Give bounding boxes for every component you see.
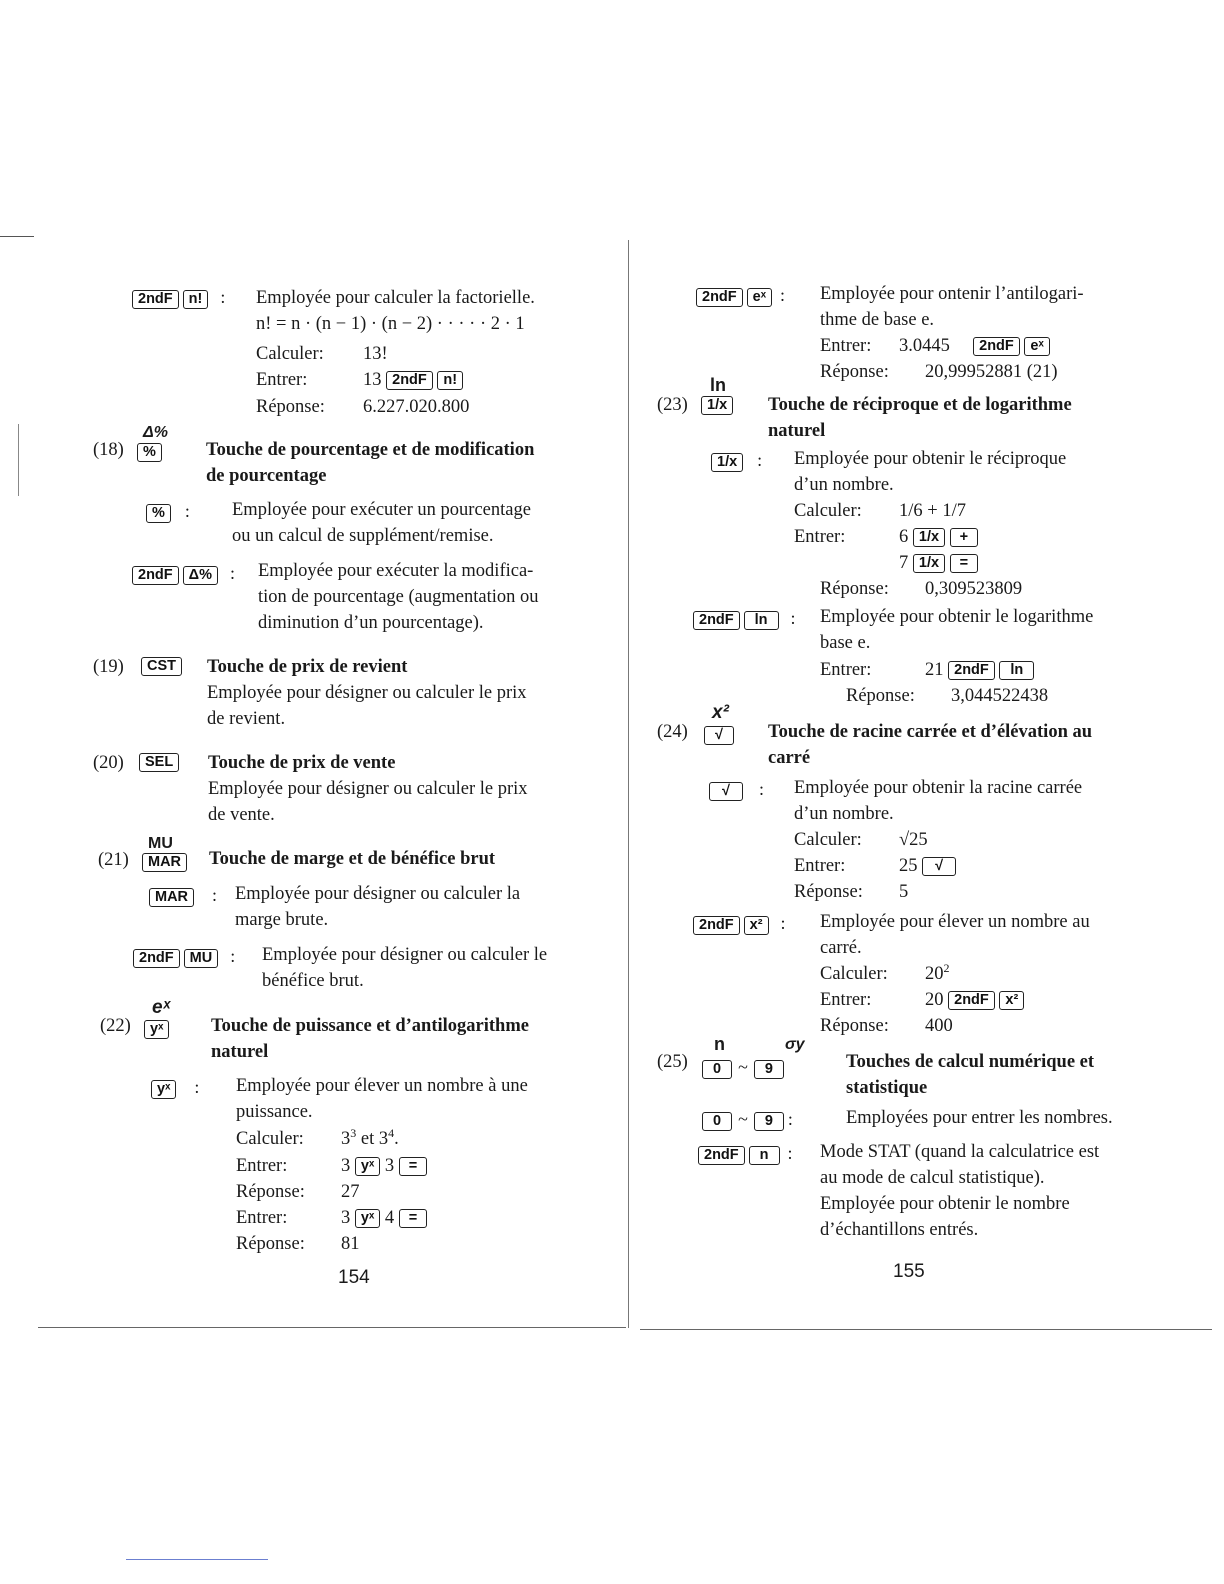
enter2-a: 3 — [341, 1208, 351, 1228]
section-25-sub2-keys: 2ndF n : — [698, 1143, 793, 1165]
antilog-enter-label: Entrer: — [820, 336, 872, 356]
key-reciprocal: 1/x — [913, 528, 945, 547]
section-24-number: (24) — [657, 722, 688, 742]
section-18-above: Δ% — [143, 424, 168, 441]
section-24-calc-value: √25 — [899, 830, 928, 850]
section-18-sub2-line3: diminution d’un pourcentage). — [258, 613, 484, 633]
key-y-pow-x: yˣ — [151, 1080, 176, 1099]
section-23-calc-label: Calculer: — [794, 501, 862, 521]
calc-period: . — [394, 1129, 399, 1149]
section-21-number: (21) — [98, 850, 129, 870]
section-23-enter-label: Entrer: — [794, 527, 846, 547]
key-x-squared: x² — [999, 991, 1024, 1010]
section-24-sub2-line1: Employée pour élever un nombre au — [820, 912, 1090, 932]
key-reciprocal: 1/x — [913, 554, 945, 573]
left-margin-bar — [18, 424, 19, 496]
section-25-sub1-line: Employées pour entrer les nombres. — [846, 1108, 1113, 1128]
section-22-calc-value — [341, 1126, 399, 1152]
section-19-line1: Employée pour désigner ou calculer le prix — [207, 683, 527, 703]
section-22-answer1: 27 — [341, 1182, 360, 1202]
section-25-sub2-line2: au mode de calcul statistique). — [820, 1168, 1045, 1188]
calc-exp-b: 4 — [388, 1125, 395, 1140]
section-25-sub1-keys: 0 ~ 9 : — [702, 1109, 793, 1131]
key-percent: % — [137, 443, 162, 462]
enter2-b: 4 — [384, 1208, 395, 1228]
enter2-value: 20 — [925, 990, 944, 1010]
section-22-answer2: 81 — [341, 1234, 360, 1254]
section-23-answer2-label: Réponse: — [846, 686, 915, 706]
key-cst: CST — [141, 657, 182, 676]
section-19-number: (19) — [93, 657, 124, 677]
section-21-key-wrap — [142, 853, 187, 872]
factorial-desc: Employée pour calculer la factorielle. — [256, 288, 535, 308]
section-20-line1: Employée pour désigner ou calculer le prix — [208, 779, 528, 799]
section-24-title-2: carré — [768, 748, 811, 768]
section-20-number: (20) — [93, 753, 124, 773]
section-24-answer2-label: Réponse: — [820, 1016, 889, 1036]
antilog-enter-value: 3.0445 — [899, 336, 950, 356]
section-24-sub2-keys: 2ndF x² : — [693, 913, 786, 935]
section-24-title-1: Touche de racine carrée et d’élévation au — [768, 722, 1093, 742]
enter-b: 7 — [899, 553, 909, 573]
section-24-answer-label: Réponse: — [794, 882, 863, 902]
section-24-above: x² — [712, 702, 729, 723]
key-2ndf: 2ndF — [693, 916, 740, 935]
section-25-tilde: ~ — [738, 1057, 748, 1077]
section-20-line2: de vente. — [208, 805, 275, 825]
calc2-exp: 2 — [943, 960, 950, 975]
key-delta-percent: Δ% — [183, 566, 218, 585]
key-reciprocal: 1/x — [701, 396, 733, 415]
section-22-answer2-label: Réponse: — [236, 1234, 305, 1254]
section-23-number: (23) — [657, 395, 688, 415]
gutter-line — [628, 240, 629, 1328]
key-2ndf: 2ndF — [693, 611, 740, 630]
section-22-enter2-row — [341, 1205, 427, 1231]
section-25-keys — [702, 1057, 784, 1079]
key-0: 0 — [702, 1060, 732, 1079]
section-18-key-wrap — [137, 443, 162, 462]
factorial-answer-value: 6.227.020.800 — [363, 397, 470, 417]
section-18-sub1-line1: Employée pour exécuter un pourcentage — [232, 500, 531, 520]
section-22-number: (22) — [100, 1016, 131, 1036]
section-22-answer1-label: Réponse: — [236, 1182, 305, 1202]
section-22-enter1-row — [341, 1153, 427, 1179]
key-x-squared: x² — [744, 916, 769, 935]
section-20-title: Touche de prix de vente — [208, 753, 396, 773]
key-2ndf: 2ndF — [132, 566, 179, 585]
section-23-sub1-line1: Employée pour obtenir le réciproque — [794, 449, 1067, 469]
section-21-title: Touche de marge et de bénéfice brut — [209, 849, 496, 869]
section-23-title-1: Touche de réciproque et de logarithme — [768, 395, 1072, 415]
section-23-enter-row1 — [899, 524, 978, 550]
factorial-calc-label: Calculer: — [256, 344, 324, 364]
section-24-sub1-line1: Employée pour obtenir la racine carrée — [794, 778, 1083, 798]
calc2-base: 20 — [925, 964, 944, 984]
key-2ndf: 2ndF — [948, 991, 995, 1010]
antilog-answer-label: Réponse: — [820, 362, 889, 382]
antilog-answer-value: 20,99952881 (21) — [925, 362, 1058, 382]
section-18-number: (18) — [93, 440, 124, 460]
section-21-sub2-line1: Employée pour désigner ou calculer le — [262, 945, 548, 965]
key-y-pow-x: yˣ — [144, 1020, 169, 1039]
section-23-sub2-line2: base e. — [820, 633, 871, 653]
section-25-sub2-line3: Employée pour obtenir le nombre — [820, 1194, 1070, 1214]
section-18-sub2-line1: Employée pour exécuter la modifica- — [258, 561, 534, 581]
section-18-sub2-keys: 2ndF Δ% : — [132, 563, 235, 585]
section-25-above-2: σy — [785, 1036, 805, 1053]
section-23-answer2-value: 3,044522438 — [951, 686, 1049, 706]
antilog-line1: Employée pour ontenir l’antilogari- — [820, 284, 1084, 304]
section-24-enter-row — [899, 853, 956, 879]
section-21-sub2-keys: 2ndF MU : — [133, 946, 235, 968]
bottom-rule-left — [38, 1327, 626, 1328]
section-18-title-1: Touche de pourcentage et de modification — [206, 440, 535, 460]
key-2ndf: 2ndF — [132, 290, 179, 309]
section-21-sub1-keys: MAR : — [149, 885, 217, 907]
enter-value: 25 — [899, 856, 918, 876]
calc-exp-a: 3 — [350, 1125, 357, 1140]
section-24-calc2-label: Calculer: — [820, 964, 888, 984]
key-sqrt: √ — [922, 857, 956, 876]
key-plus: + — [950, 528, 978, 547]
section-22-enter1-label: Entrer: — [236, 1156, 288, 1176]
section-21-sub2-line2: bénéfice brut. — [262, 971, 364, 991]
section-19-key-wrap — [141, 657, 182, 676]
section-22-calc-label: Calculer: — [236, 1129, 304, 1149]
key-sel: SEL — [139, 753, 179, 772]
section-21-above: MU — [148, 835, 173, 852]
key-y-pow-x: yˣ — [355, 1157, 380, 1176]
section-22-title-1: Touche de puissance et d’antilogarithme — [211, 1016, 529, 1036]
section-18-sub2-line2: tion de pourcentage (augmentation ou — [258, 587, 539, 607]
key-2ndf: 2ndF — [386, 371, 433, 390]
section-24-calc2-value — [925, 961, 950, 987]
antilog-line2: thme de base e. — [820, 310, 935, 330]
page-number-left: 154 — [338, 1267, 370, 1288]
section-22-enter2-label: Entrer: — [236, 1208, 288, 1228]
bottom-rule-right — [640, 1329, 1212, 1330]
section-22-title-2: naturel — [211, 1042, 269, 1062]
key-9: 9 — [754, 1060, 784, 1079]
section-23-sub2-line1: Employée pour obtenir le logarithme — [820, 607, 1094, 627]
section-21-sub1-line2: marge brute. — [235, 910, 329, 930]
section-24-answer2-value: 400 — [925, 1016, 953, 1036]
section-22-line2: puissance. — [236, 1102, 313, 1122]
factorial-formula: n! = n · (n − 1) · (n − 2) · · · · · 2 · 1 — [256, 314, 525, 334]
page-number-right: 155 — [893, 1261, 925, 1282]
section-20-key-wrap — [139, 753, 179, 772]
section-23-enter-row2 — [899, 550, 978, 576]
section-24-enter2-row — [925, 987, 1024, 1013]
section-24-key-wrap — [704, 726, 734, 745]
key-9: 9 — [754, 1112, 784, 1131]
calc-base-a: 3 — [341, 1129, 351, 1149]
section-23-calc-value: 1/6 + 1/7 — [899, 501, 966, 521]
key-0: 0 — [702, 1112, 732, 1131]
section-18-title-2: de pourcentage — [206, 466, 327, 486]
section-22-key-wrap — [144, 1020, 169, 1039]
key-factorial: n! — [183, 290, 209, 309]
section-23-key-wrap — [701, 396, 733, 415]
section-23-above: ln — [710, 375, 726, 395]
factorial-answer-label: Réponse: — [256, 397, 325, 417]
key-equals: = — [399, 1209, 427, 1228]
key-2ndf: 2ndF — [133, 949, 180, 968]
section-23-sub2-keys: 2ndF ln : — [693, 608, 796, 630]
key-2ndf: 2ndF — [973, 337, 1020, 356]
section-24-calc-label: Calculer: — [794, 830, 862, 850]
key-ln: ln — [744, 611, 779, 630]
factorial-enter-label: Entrer: — [256, 370, 308, 390]
section-25-sub1-tilde: ~ — [738, 1109, 748, 1129]
section-23-enter2-row — [925, 657, 1034, 683]
key-2ndf: 2ndF — [698, 1146, 745, 1165]
section-25-title-2: statistique — [846, 1078, 928, 1098]
section-18-sub1-keys: % : — [146, 501, 190, 523]
section-21-sub1-line1: Employée pour désigner ou calculer la — [235, 884, 521, 904]
antilog-enter-row — [899, 333, 1050, 359]
section-25-above-1: n — [714, 1034, 725, 1054]
enter1-a: 3 — [341, 1156, 351, 1176]
section-25-sub2-line4: d’échantillons entrés. — [820, 1220, 979, 1240]
key-y-pow-x: yˣ — [355, 1209, 380, 1228]
section-24-enter-label: Entrer: — [794, 856, 846, 876]
section-25-title-1: Touches de calcul numérique et — [846, 1052, 1095, 1072]
key-equals: = — [399, 1157, 427, 1176]
section-24-answer-value: 5 — [899, 882, 909, 902]
key-sqrt: √ — [704, 726, 734, 745]
section-23-sub1-keys: 1/x : — [711, 450, 762, 472]
section-24-sub2-line2: carré. — [820, 938, 862, 958]
key-equals: = — [950, 554, 978, 573]
section-23-enter2-label: Entrer: — [820, 660, 872, 680]
key-ln: ln — [999, 661, 1034, 680]
section-23-answer-value: 0,309523809 — [925, 579, 1023, 599]
section-22-line1: Employée pour élever un nombre à une — [236, 1076, 528, 1096]
left-margin-mark — [0, 236, 34, 237]
key-2ndf: 2ndF — [948, 661, 995, 680]
key-percent: % — [146, 504, 171, 523]
key-reciprocal: 1/x — [711, 453, 743, 472]
key-factorial: n! — [437, 371, 463, 390]
key-n: n — [749, 1146, 780, 1165]
key-mar: MAR — [142, 853, 187, 872]
section-22-above: eˣ — [152, 997, 171, 1018]
calc-and: et — [360, 1129, 375, 1149]
enter2-value: 21 — [925, 660, 944, 680]
key-mu: MU — [184, 949, 219, 968]
factorial-enter-value: 13 — [363, 370, 382, 390]
key-sqrt: √ — [709, 782, 743, 801]
section-22-sub-keys: yˣ : — [151, 1077, 199, 1099]
factorial-keys: 2ndF n! : — [132, 287, 225, 309]
section-25-sub2-line1: Mode STAT (quand la calculatrice est — [820, 1142, 1100, 1162]
section-23-sub1-line2: d’un nombre. — [794, 475, 894, 495]
section-19-line2: de revient. — [207, 709, 286, 729]
section-24-sub1-keys: √ : — [709, 779, 764, 801]
key-e-pow-x: eˣ — [1024, 337, 1049, 356]
key-mar: MAR — [149, 888, 194, 907]
antilog-keys: 2ndF eˣ : — [696, 285, 785, 307]
calc-base-b: 3 — [378, 1129, 389, 1149]
factorial-enter-row — [363, 367, 463, 393]
enter1-b: 3 — [384, 1156, 395, 1176]
bottom-blue-mark — [126, 1559, 268, 1560]
section-19-title: Touche de prix de revient — [207, 657, 408, 677]
enter-a: 6 — [899, 527, 909, 547]
key-e-pow-x: eˣ — [747, 288, 772, 307]
section-23-answer-label: Réponse: — [820, 579, 889, 599]
key-2ndf: 2ndF — [696, 288, 743, 307]
factorial-calc-value: 13! — [363, 344, 388, 364]
section-24-enter2-label: Entrer: — [820, 990, 872, 1010]
section-25-number: (25) — [657, 1052, 688, 1072]
section-24-sub1-line2: d’un nombre. — [794, 804, 894, 824]
section-18-sub1-line2: ou un calcul de supplément/remise. — [232, 526, 494, 546]
section-23-title-2: naturel — [768, 421, 826, 441]
